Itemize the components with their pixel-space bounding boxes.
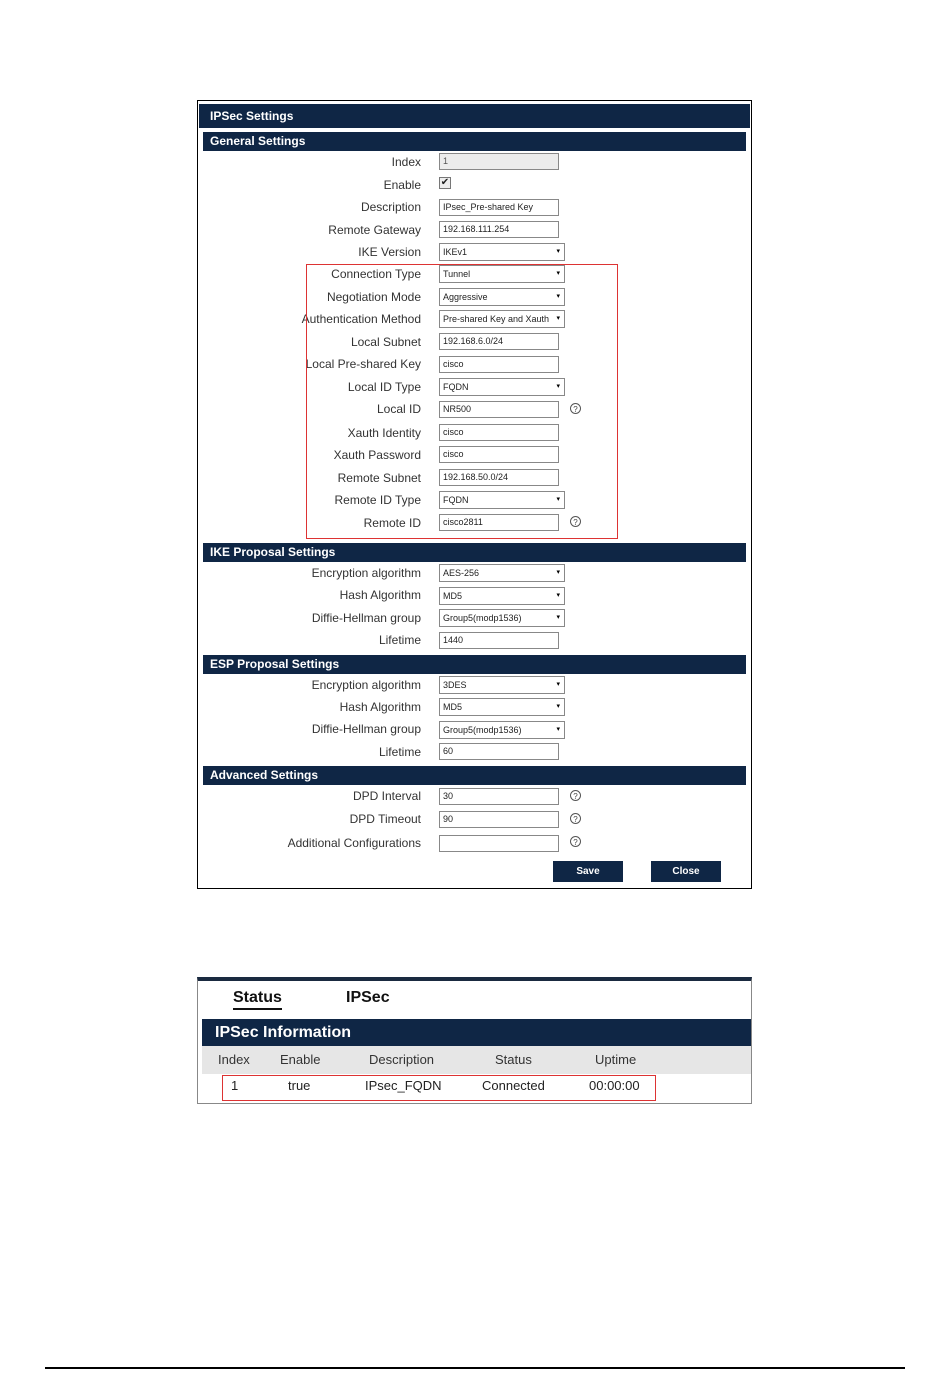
chevron-down-icon: ▾ (556, 315, 560, 322)
ike-dh-select[interactable] (439, 609, 565, 627)
esp-hash-label: Hash Algorithm (339, 700, 421, 714)
negotiation-mode-value: Aggressive (443, 292, 488, 302)
additional-config-label: Additional Configurations (287, 836, 421, 850)
ike-hash-label: Hash Algorithm (339, 588, 421, 602)
column-header-enable: Enable (280, 1052, 321, 1067)
ike-lifetime-field[interactable]: 1440 (439, 632, 559, 649)
esp-encryption-select[interactable] (439, 676, 565, 694)
help-icon[interactable]: ? (570, 403, 581, 414)
cell-index: 1 (231, 1078, 239, 1093)
connection-type-value: Tunnel (443, 269, 471, 279)
remote-gateway-label: Remote Gateway (328, 223, 421, 237)
column-header-status: Status (495, 1052, 532, 1067)
column-header-index: Index (218, 1052, 250, 1067)
connection-type-label: Connection Type (331, 267, 421, 281)
ike-encryption-value: AES-256 (443, 568, 480, 578)
local-psk-field[interactable]: cisco (439, 356, 559, 373)
additional-config-field[interactable] (439, 835, 559, 852)
remote-id-field[interactable]: cisco2811 (439, 514, 559, 531)
panel-title: IPSec Settings (199, 104, 750, 128)
ike-encryption-select[interactable] (439, 564, 565, 582)
dpd-interval-label: DPD Interval (352, 789, 421, 803)
highlight-box (306, 264, 618, 539)
help-icon[interactable]: ? (570, 836, 581, 847)
esp-dh-value: Group5(modp1536) (443, 725, 522, 735)
table-header (202, 1046, 751, 1074)
ike-dh-value: Group5(modp1536) (443, 613, 522, 623)
remote-id-label: Remote ID (363, 516, 421, 530)
ike-dh-label: Diffie-Hellman group (311, 611, 421, 625)
auth-method-label: Authentication Method (301, 312, 421, 326)
negotiation-mode-label: Negotiation Mode (326, 290, 421, 304)
ike-hash-select[interactable] (439, 587, 565, 605)
xauth-password-field[interactable]: cisco (439, 446, 559, 463)
esp-encryption-value: 3DES (443, 680, 467, 690)
ike-version-select[interactable] (439, 243, 565, 261)
local-id-label: Local ID (376, 402, 421, 416)
xauth-password-label: Xauth Password (333, 448, 421, 462)
auth-method-value: Pre-shared Key and Xauth (443, 314, 550, 324)
chevron-down-icon: ▾ (556, 293, 560, 300)
esp-lifetime-label: Lifetime (378, 745, 421, 759)
cell-description: IPsec_FQDN (365, 1078, 442, 1093)
xauth-identity-label: Xauth Identity (347, 426, 421, 440)
close-button[interactable]: Close (651, 861, 721, 882)
section-ike-header: IKE Proposal Settings (203, 543, 746, 562)
chevron-down-icon: ▾ (556, 270, 560, 277)
ike-encryption-label: Encryption algorithm (311, 566, 421, 580)
index-field[interactable]: 1 (439, 153, 559, 170)
enable-label: Enable (383, 178, 421, 192)
tab-status[interactable]: Status (233, 989, 282, 1010)
esp-hash-select[interactable] (439, 698, 565, 716)
cell-uptime: 00:00:00 (589, 1078, 640, 1093)
tab-ipsec[interactable]: IPSec (346, 989, 390, 1006)
dpd-timeout-field[interactable]: 90 (439, 811, 559, 828)
help-icon[interactable]: ? (570, 813, 581, 824)
chevron-down-icon: ▾ (556, 681, 560, 688)
highlight-box (222, 1075, 656, 1101)
ike-version-value: IKEv1 (443, 247, 468, 257)
local-psk-label: Local Pre-shared Key (305, 357, 421, 371)
ike-hash-value: MD5 (443, 591, 463, 601)
cell-status: Connected (482, 1078, 545, 1093)
chevron-down-icon: ▾ (556, 614, 560, 621)
dpd-interval-field[interactable]: 30 (439, 788, 559, 805)
esp-lifetime-field[interactable]: 60 (439, 743, 559, 760)
xauth-identity-field[interactable]: cisco (439, 424, 559, 441)
ipsec-settings-panel (197, 100, 752, 889)
chevron-down-icon: ▾ (556, 592, 560, 599)
section-general-header: General Settings (203, 132, 746, 151)
save-button[interactable]: Save (553, 861, 623, 882)
dpd-timeout-label: DPD Timeout (349, 812, 421, 826)
local-id-field[interactable]: NR500 (439, 401, 559, 418)
ipsec-information-header: IPSec Information (202, 1019, 751, 1046)
remote-id-type-value: FQDN (443, 495, 469, 505)
esp-dh-label: Diffie-Hellman group (311, 722, 421, 736)
column-header-description: Description (369, 1052, 435, 1067)
chevron-down-icon: ▾ (556, 383, 560, 390)
ike-version-label: IKE Version (358, 245, 421, 259)
footer-divider (45, 1367, 905, 1369)
local-id-type-value: FQDN (443, 382, 469, 392)
section-advanced-header: Advanced Settings (203, 766, 746, 785)
help-icon[interactable]: ? (570, 516, 581, 527)
chevron-down-icon: ▾ (556, 248, 560, 255)
remote-gateway-field[interactable]: 192.168.111.254 (439, 221, 559, 238)
remote-id-type-label: Remote ID Type (334, 493, 421, 507)
ipsec-status-panel (197, 977, 752, 1104)
remote-subnet-label: Remote Subnet (337, 471, 421, 485)
column-header-uptime: Uptime (595, 1052, 637, 1067)
remote-subnet-field[interactable]: 192.168.50.0/24 (439, 469, 559, 486)
ike-lifetime-label: Lifetime (378, 633, 421, 647)
index-label: Index (391, 155, 421, 169)
chevron-down-icon: ▾ (556, 569, 560, 576)
description-label: Description (360, 200, 421, 214)
section-esp-header: ESP Proposal Settings (203, 655, 746, 674)
help-icon[interactable]: ? (570, 790, 581, 801)
chevron-down-icon: ▾ (556, 496, 560, 503)
local-id-type-label: Local ID Type (347, 380, 421, 394)
esp-dh-select[interactable] (439, 721, 565, 739)
description-field[interactable]: IPsec_Pre-shared Key (439, 199, 559, 216)
esp-hash-value: MD5 (443, 702, 463, 712)
chevron-down-icon: ▾ (556, 726, 560, 733)
esp-encryption-label: Encryption algorithm (311, 678, 421, 692)
chevron-down-icon: ▾ (556, 703, 560, 710)
cell-enable: true (288, 1078, 311, 1093)
enable-checkbox[interactable]: ✔ (440, 177, 450, 188)
local-subnet-label: Local Subnet (350, 335, 421, 349)
local-subnet-field[interactable]: 192.168.6.0/24 (439, 333, 559, 350)
